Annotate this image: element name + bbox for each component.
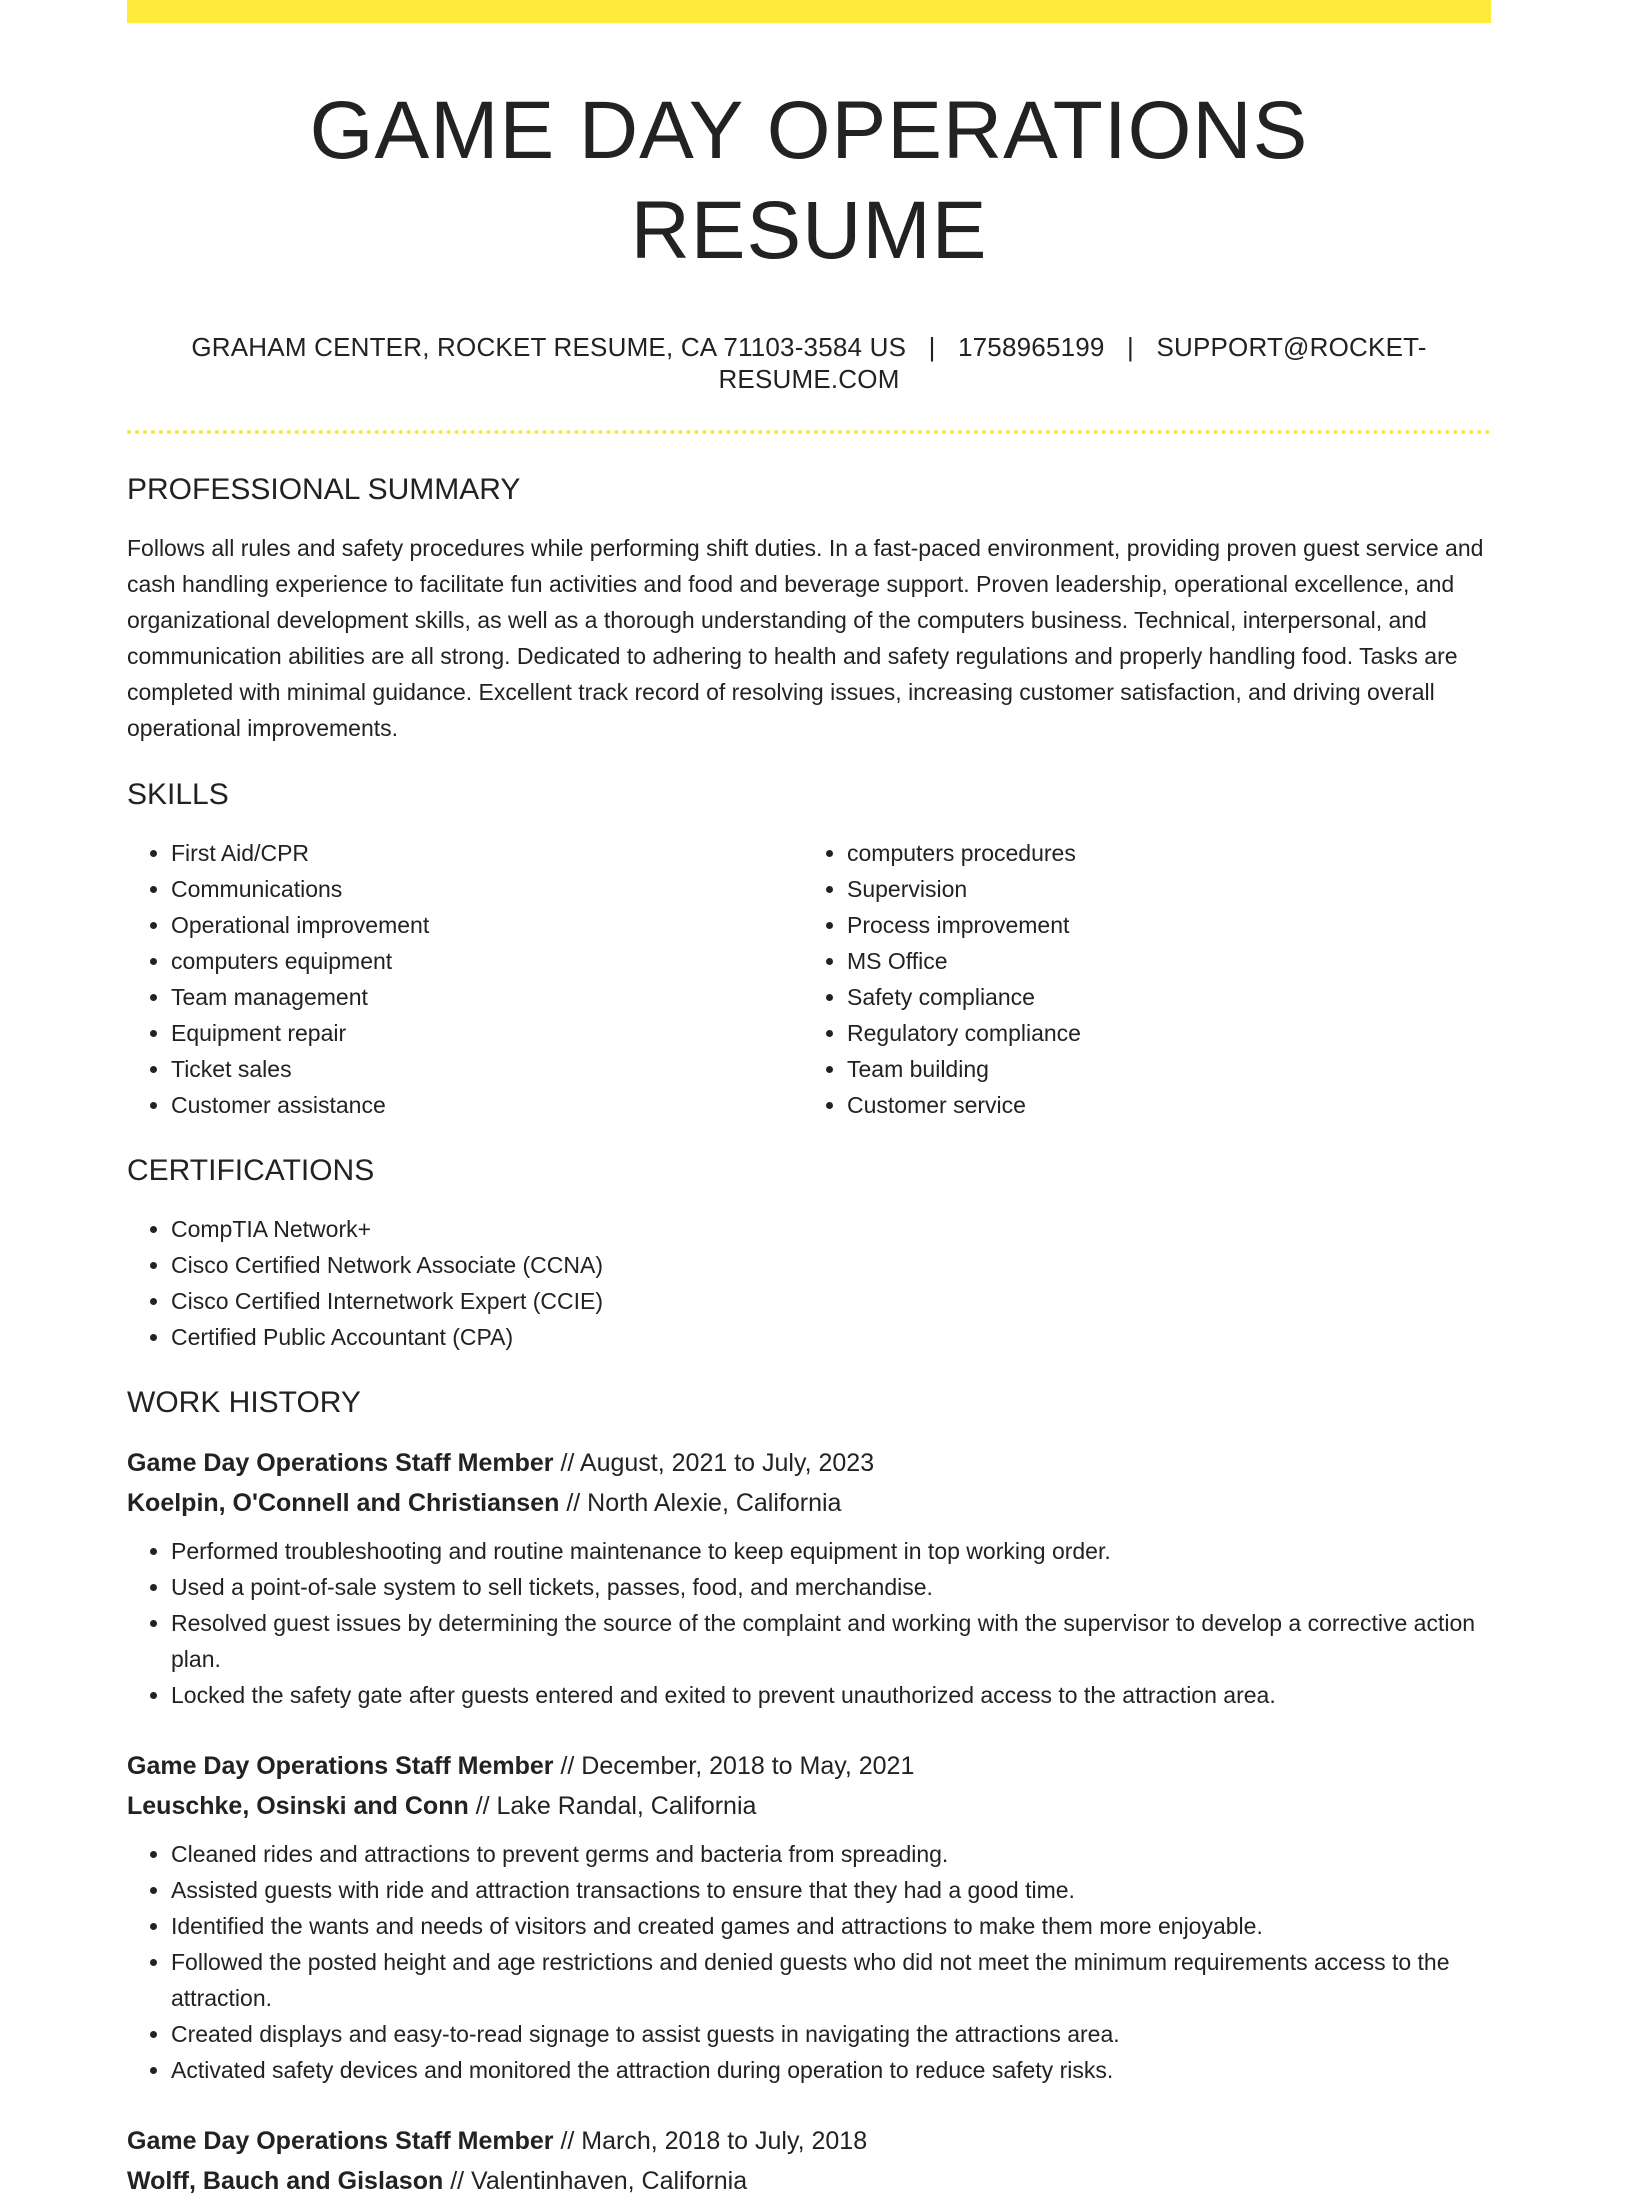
job-bullet: • Followed the posted height and age restrictions and denied guests who did not meet the minimum requirements access to the attraction. <box>171 1944 1491 2016</box>
job-entry <box>127 1746 1491 2088</box>
certification-item: • Certified Public Accountant (CPA) <box>171 1319 1491 1355</box>
job-title: Game Day Operations Staff Member <box>127 1752 554 1780</box>
dotted-divider <box>127 430 1491 434</box>
job-company: Wolff, Bauch and Gislason <box>127 2167 444 2195</box>
skill-item: • Customer assistance <box>171 1087 801 1123</box>
job-bullet: • Assisted guests with ride and attraction transactions to ensure that they had a good time. <box>171 1872 1491 1908</box>
work-history-heading: WORK HISTORY <box>127 1386 361 1419</box>
certification-item: • Cisco Certified Internetwork Expert (CCIE) <box>171 1283 1491 1319</box>
job-bullet: • Cleaned rides and attractions to prevent germs and bacteria from spreading. <box>171 1836 1491 1872</box>
skill-item: • Team building <box>847 1051 1477 1087</box>
job-dates: // December, 2018 to May, 2021 <box>553 1752 915 1780</box>
certifications-heading: CERTIFICATIONS <box>127 1154 375 1187</box>
skill-item: • First Aid/CPR <box>171 835 801 871</box>
job-entry <box>127 1443 1491 1713</box>
job-location: // Lake Randal, California <box>468 1792 757 1820</box>
job-bullet: • Created displays and easy-to-read signage to assist guests in navigating the attractions area. <box>171 2016 1491 2052</box>
job-bullet: • Performed troubleshooting and routine maintenance to keep equipment in top working order. <box>171 1533 1491 1569</box>
skill-item: • Team management <box>171 979 801 1015</box>
resume-page <box>127 0 1491 2201</box>
job-title-line <box>127 1746 1491 1786</box>
job-dates: // March, 2018 to July, 2018 <box>553 2127 868 2155</box>
contact-separator: | <box>928 332 936 362</box>
certification-item: • CompTIA Network+ <box>171 1211 1491 1247</box>
contact-line <box>127 331 1491 395</box>
skill-item: • Regulatory compliance <box>847 1015 1477 1051</box>
resume-title: GAME DAY OPERATIONS RESUME <box>309 85 1309 276</box>
skills-list-right <box>801 835 1477 1123</box>
job-bullet: • Resolved guest issues by determining the source of the complaint and working with the supervisor to develop a corrective action plan. <box>171 1605 1491 1677</box>
job-title-line <box>127 1443 1491 1483</box>
skill-item: • Operational improvement <box>171 907 801 943</box>
job-company-line <box>127 2161 1491 2201</box>
skill-item: • Safety compliance <box>847 979 1477 1015</box>
skill-item: • Communications <box>171 871 801 907</box>
job-bullet: • Activated safety devices and monitored the attraction during operation to reduce safety risks. <box>171 2052 1491 2088</box>
skill-item: • computers equipment <box>171 943 801 979</box>
skills-columns <box>127 835 1491 1123</box>
summary-text: Follows all rules and safety procedures while performing shift duties. In a fast-paced environment, providing proven guest service and cash handling experience to facilitate fun activities and food and beverage support. Proven leadership, operational excellence, and organizational development skills, as well as a thorough understanding of the computers business. Technical, interpersonal, and communication abilities are all strong. Dedicated to adhering to health and safety regulations and properly handling food. Tasks are completed with minimal guidance. Excellent track record of resolving issues, increasing customer satisfaction, and driving overall operational improvements. <box>127 535 1484 741</box>
job-title: Game Day Operations Staff Member <box>127 2127 554 2155</box>
contact-separator: | <box>1127 332 1134 362</box>
skill-item: • computers procedures <box>847 835 1477 871</box>
contact-email: SUPPORT@ROCKET-RESUME.COM <box>718 332 1427 394</box>
job-company: Koelpin, O'Connell and Christiansen <box>127 1489 560 1517</box>
skills-list-left <box>127 835 801 1123</box>
certifications-list <box>127 1211 1491 1355</box>
skill-item: • Supervision <box>847 871 1477 907</box>
skill-item: • Equipment repair <box>171 1015 801 1051</box>
job-title-line <box>127 2121 1491 2161</box>
job-dates: // August, 2021 to July, 2023 <box>553 1449 875 1477</box>
certification-item: • Cisco Certified Network Associate (CCNA) <box>171 1247 1491 1283</box>
skill-item: • Ticket sales <box>171 1051 801 1087</box>
job-location: // Valentinhaven, California <box>443 2167 748 2195</box>
skill-item: • Process improvement <box>847 907 1477 943</box>
job-bullets <box>127 1836 1491 2088</box>
job-entry <box>127 2121 1491 2201</box>
job-company: Leuschke, Osinski and Conn <box>127 1792 469 1820</box>
job-location: // North Alexie, California <box>559 1489 842 1517</box>
accent-bar <box>127 0 1491 23</box>
summary-heading: PROFESSIONAL SUMMARY <box>127 473 521 506</box>
contact-address: GRAHAM CENTER, ROCKET RESUME, CA 71103-3584 US <box>191 332 907 362</box>
job-bullet: • Identified the wants and needs of visitors and created games and attractions to make them more enjoyable. <box>171 1908 1491 1944</box>
job-bullet: • Used a point-of-sale system to sell tickets, passes, food, and merchandise. <box>171 1569 1491 1605</box>
skill-item: • Customer service <box>847 1087 1477 1123</box>
skills-heading: SKILLS <box>127 778 229 811</box>
job-company-line <box>127 1786 1491 1826</box>
skill-item: • MS Office <box>847 943 1477 979</box>
job-bullet: • Locked the safety gate after guests entered and exited to prevent unauthorized access to the attraction area. <box>171 1677 1491 1713</box>
contact-phone: 1758965199 <box>957 332 1105 362</box>
job-title: Game Day Operations Staff Member <box>127 1449 554 1477</box>
job-company-line <box>127 1483 1491 1523</box>
job-bullets <box>127 1533 1491 1713</box>
